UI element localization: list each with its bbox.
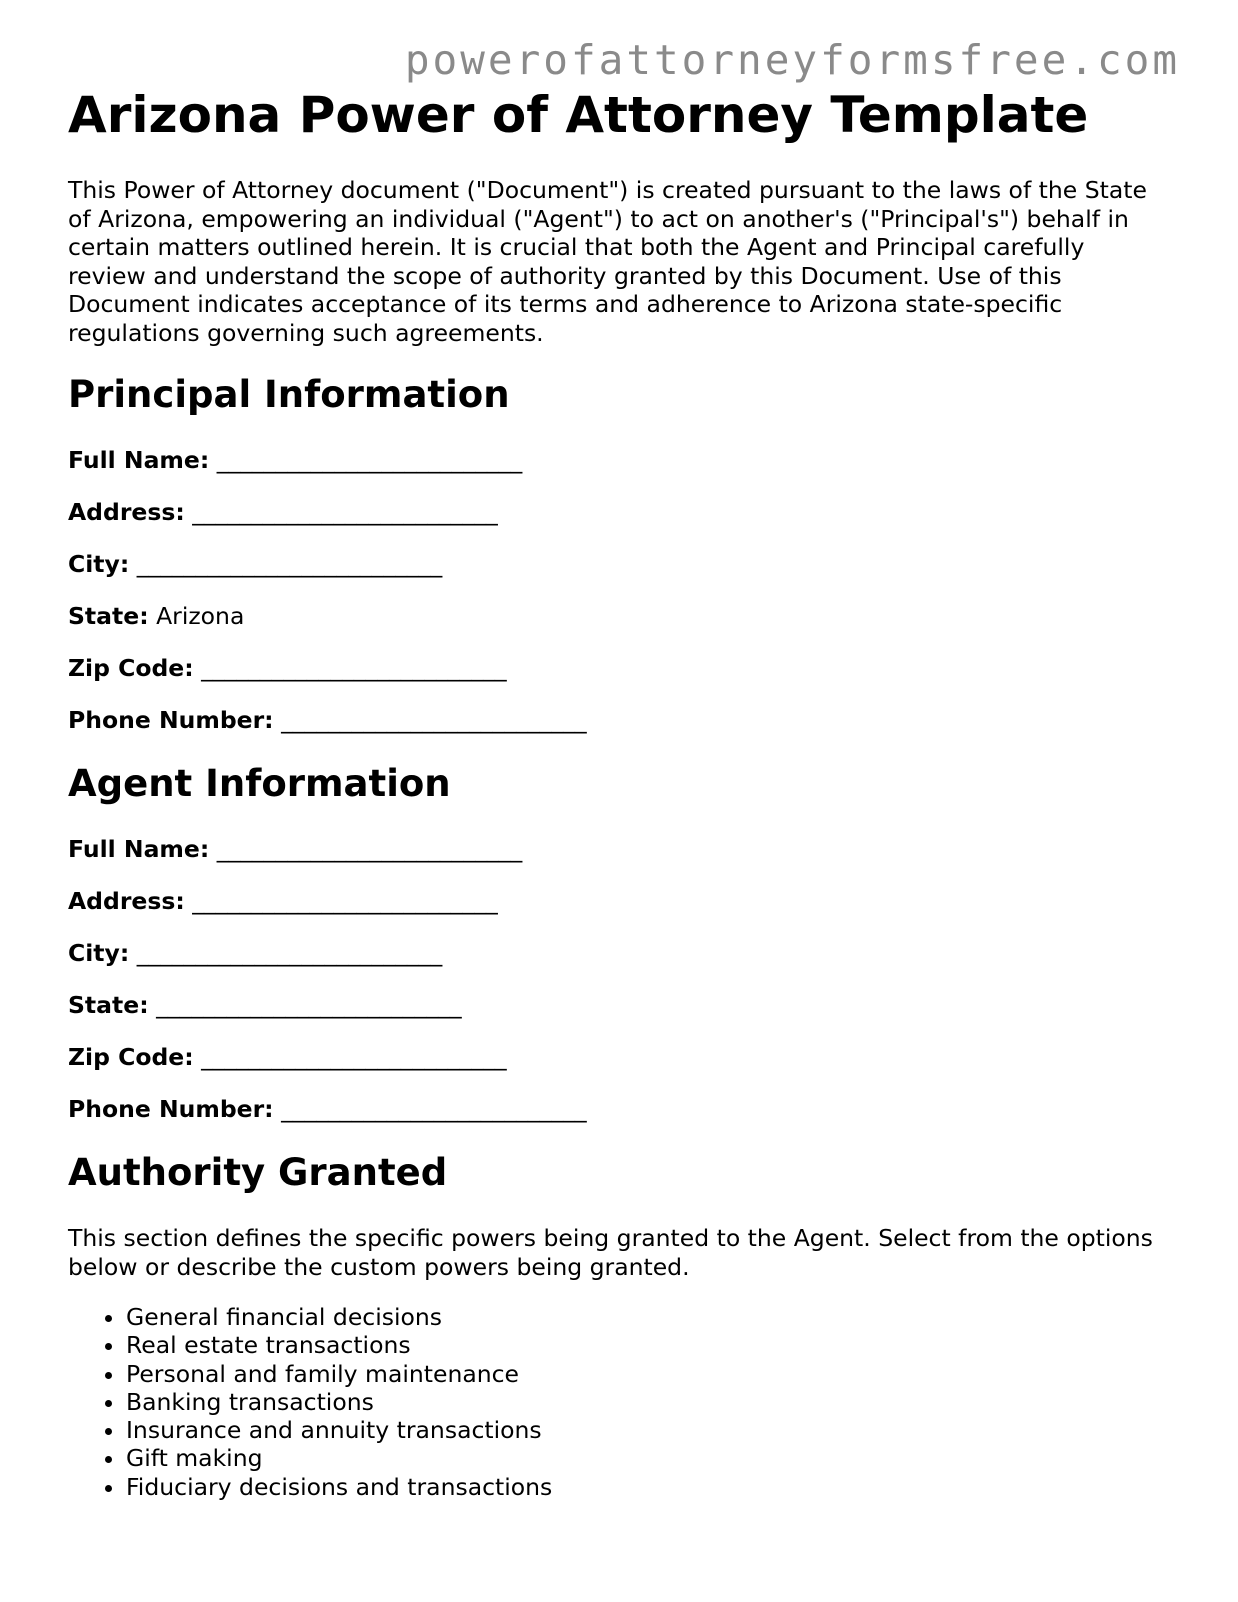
authority-description: This section defines the specific powers being granted to the Agent. Select from the options below or describe the custom powers being granted. <box>68 1224 1153 1281</box>
field-label: City: <box>68 939 130 967</box>
field-label: Phone Number: <box>68 1095 274 1123</box>
field-value: __________________________ <box>192 498 498 526</box>
agent-state-field <box>68 991 462 1019</box>
field-label: State: <box>68 991 149 1019</box>
principal-address-field <box>68 498 498 526</box>
field-value: __________________________ <box>216 835 523 863</box>
field-value: __________________________ <box>156 991 462 1019</box>
field-label: Full Name: <box>68 446 210 474</box>
agent-full-name-field <box>68 835 522 863</box>
agent-city-field <box>68 939 442 967</box>
list-item: • Real estate transactions <box>126 1331 552 1359</box>
agent-zip-field <box>68 1043 507 1071</box>
field-label: Phone Number: <box>68 706 274 734</box>
principal-heading: Principal Information <box>68 373 510 416</box>
field-label: Address: <box>68 887 185 915</box>
field-value: __________________________ <box>192 887 498 915</box>
principal-full-name-field <box>68 446 522 474</box>
field-label: State: <box>68 602 149 630</box>
field-value: __________________________ <box>136 550 443 578</box>
field-value: Arizona <box>156 602 245 630</box>
principal-zip-field <box>68 654 507 682</box>
agent-phone-field <box>68 1095 587 1123</box>
list-item: • General financial decisions <box>126 1303 552 1331</box>
watermark: powerofattorneyformsfree.com <box>404 36 1180 84</box>
principal-phone-field <box>68 706 587 734</box>
document-title: Arizona Power of Attorney Template <box>68 86 1089 144</box>
field-label: Full Name: <box>68 835 210 863</box>
list-item: • Insurance and annuity transactions <box>126 1416 552 1444</box>
field-label: City: <box>68 550 130 578</box>
agent-heading: Agent Information <box>68 762 451 805</box>
principal-state-field <box>68 602 244 630</box>
list-item: • Gift making <box>126 1444 552 1472</box>
authority-list <box>68 1303 552 1501</box>
principal-city-field <box>68 550 442 578</box>
list-item: • Fiduciary decisions and transactions <box>126 1473 552 1501</box>
field-value: __________________________ <box>216 446 523 474</box>
list-item: • Banking transactions <box>126 1388 552 1416</box>
field-value: __________________________ <box>136 939 443 967</box>
field-label: Zip Code: <box>68 654 194 682</box>
field-value: __________________________ <box>201 654 507 682</box>
agent-address-field <box>68 887 498 915</box>
field-value: __________________________ <box>201 1043 507 1071</box>
list-item: • Personal and family maintenance <box>126 1360 552 1388</box>
field-label: Zip Code: <box>68 1043 194 1071</box>
field-label: Address: <box>68 498 185 526</box>
field-value: __________________________ <box>281 1095 587 1123</box>
intro-paragraph: This Power of Attorney document ("Document") is created pursuant to the laws of the State of Arizona, empowering an individual ("Agent") to act on another's ("Principal's") behalf in certain matters outlined herein. It is crucial that both the Agent and Principal carefully review and understand the scope of authority granted by this Document. Use of this Document indicates acceptance of its terms and adherence to Arizona state-specific regulations governing such agreements. <box>68 176 1147 347</box>
field-value: __________________________ <box>281 706 587 734</box>
authority-heading: Authority Granted <box>68 1151 448 1194</box>
